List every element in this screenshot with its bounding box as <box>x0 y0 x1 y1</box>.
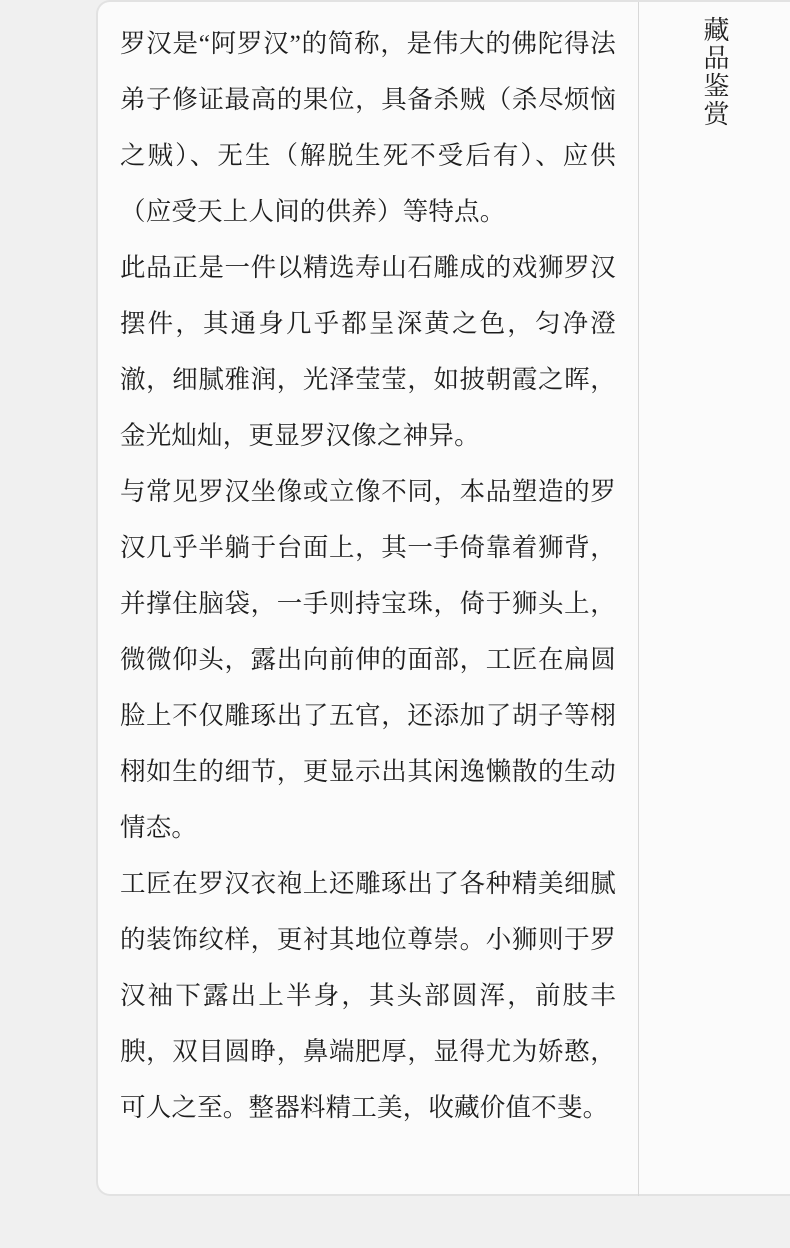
content-card <box>96 0 790 1196</box>
section-heading-vertical: 藏品鉴赏 <box>700 16 730 128</box>
side-column <box>639 2 790 1194</box>
article-body <box>98 2 638 1194</box>
paragraph: 工匠在罗汉衣袍上还雕琢出了各种精美细腻的装饰纹样，更衬其地位尊崇。小狮则于罗汉袖下露出上半身，其头部圆浑，前肢丰腴，双目圆睁，鼻端肥厚，显得尤为娇憨，可人之至。整器料精工美，收藏价值不斐。 <box>120 869 616 1122</box>
paragraph: 罗汉是“阿罗汉”的简称，是伟大的佛陀得法弟子修证最高的果位，具备杀贼（杀尽烦恼之贼）、无生（解脱生死不受后有）、应供（应受天上人间的供养）等特点。 <box>120 29 616 226</box>
page-bottom-margin <box>0 1196 790 1248</box>
card-layout <box>98 2 790 1194</box>
paragraph: 与常见罗汉坐像或立像不同，本品塑造的罗汉几乎半躺于台面上，其一手倚靠着狮背，并撑住脑袋，一手则持宝珠，倚于狮头上，微微仰头，露出向前伸的面部，工匠在扁圆脸上不仅雕琢出了五官，还添加了胡子等栩栩如生的细节，更显示出其闲逸懒散的生动情态。 <box>120 477 616 842</box>
paragraph: 此品正是一件以精选寿山石雕成的戏狮罗汉摆件，其通身几乎都呈深黄之色，匀净澄澈，细腻雅润，光泽莹莹，如披朝霞之晖，金光灿灿，更显罗汉像之神异。 <box>120 253 616 450</box>
